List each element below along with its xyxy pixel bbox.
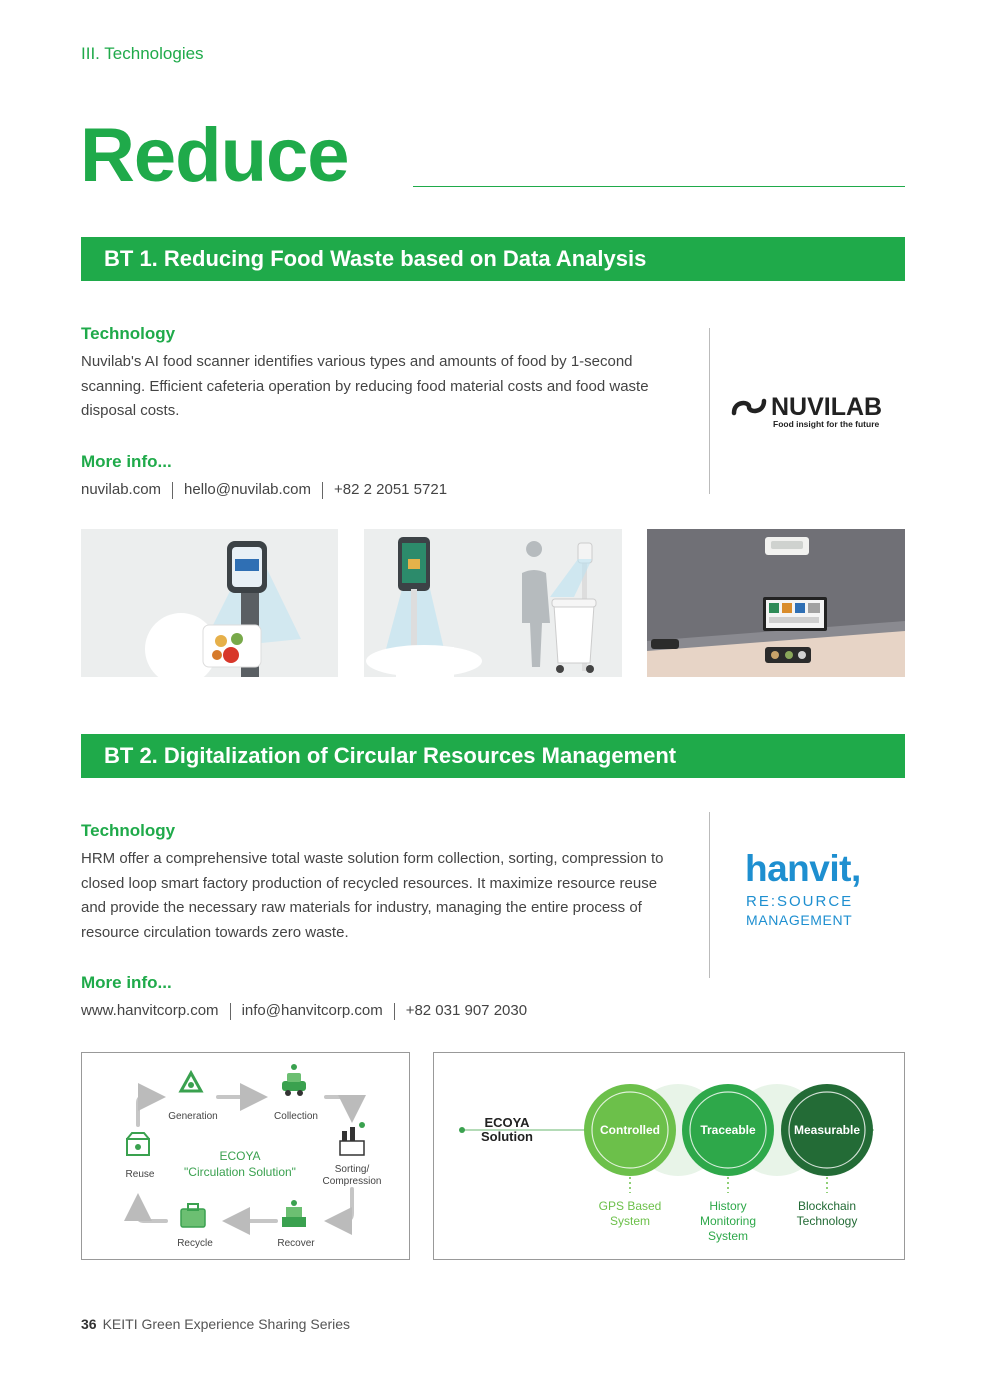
traceable-label: Traceable xyxy=(700,1123,756,1137)
history-desc-line1: History xyxy=(709,1199,747,1213)
gps-desc-line2: System xyxy=(609,1214,651,1228)
nuvilab-logo-tagline: Food insight for the future xyxy=(773,419,880,429)
nuvilab-logo-text: NUVILAB xyxy=(771,393,883,421)
hanvit-logo-text: hanvit, xyxy=(745,848,861,889)
bt1-more-info-label: More info... xyxy=(81,452,172,471)
bt1-email-link[interactable]: hello@nuvilab.com xyxy=(184,481,312,498)
recycle-label: Recycle xyxy=(177,1238,213,1249)
reuse-label: Reuse xyxy=(125,1169,155,1180)
sorting-label-line2: Compression xyxy=(322,1176,382,1187)
bt1-technology-text: Nuvilab's AI food scanner identifies various types and amounts of food by 1-second scanning. Efficient cafeteria operation by reducing food material costs and food waste disposal costs. xyxy=(81,353,649,419)
series-title: KEITI Green Experience Sharing Series xyxy=(102,1316,351,1332)
hanvit-logo-line3: MANAGEMENT xyxy=(746,912,853,928)
bt1-phone: +82 2 2051 5721 xyxy=(334,481,448,498)
controlled-label: Controlled xyxy=(600,1123,660,1137)
recycle-icon xyxy=(181,1204,205,1227)
ecoya-connectors xyxy=(630,1177,827,1193)
bt2-website-link[interactable]: www.hanvitcorp.com xyxy=(81,1002,219,1019)
collection-label: Collection xyxy=(274,1111,318,1122)
bt1-website-link[interactable]: nuvilab.com xyxy=(81,481,162,498)
hanvit-logo xyxy=(745,850,885,930)
cycle-center-line1: ECOYA xyxy=(219,1149,261,1163)
recover-icon xyxy=(282,1200,306,1227)
bt2-phone: +82 031 907 2030 xyxy=(405,1002,528,1019)
bt2-more-info-label: More info... xyxy=(81,973,172,992)
bt1-contact-line xyxy=(81,481,447,499)
bt2-heading: BT 2. Digitalization of Circular Resources Management xyxy=(81,734,905,778)
bt2-technology-text: HRM offer a comprehensive total waste solution form collection, sorting, compression to closed loop smart factory production of recycled resources. It maximize resource reuse and provide the necessary raw materials for industry, managing the entire process of resource circulation towards zero waste. xyxy=(81,850,664,941)
bt2-technology-label: Technology xyxy=(81,821,176,840)
gps-desc-line1: GPS Based xyxy=(598,1199,662,1213)
history-desc-line2: Monitoring xyxy=(699,1214,757,1228)
ecoya-label-line1: ECOYA xyxy=(484,1115,530,1130)
page-footer xyxy=(81,1316,350,1332)
nuvilab-logo-mark-icon xyxy=(731,395,771,419)
section-kicker: III. Technologies xyxy=(81,44,204,63)
blockchain-desc-line2: Technology xyxy=(796,1214,858,1228)
title-rule xyxy=(413,186,905,187)
photo-food-scanner-tray xyxy=(81,529,338,677)
bt1-heading: BT 1. Reducing Food Waste based on Data Analysis xyxy=(81,237,905,281)
generation-label: Generation xyxy=(168,1111,218,1122)
bt1-technology-label: Technology xyxy=(81,324,176,343)
generation-icon xyxy=(181,1073,201,1091)
blockchain-desc-line1: Blockchain xyxy=(797,1199,857,1213)
circulation-cycle-diagram xyxy=(81,1052,410,1260)
recover-label: Recover xyxy=(277,1238,315,1249)
bt2-divider xyxy=(709,812,710,978)
cycle-center-line2: "Circulation Solution" xyxy=(184,1165,296,1179)
page-title: Reduce xyxy=(80,113,349,198)
sorting-icon xyxy=(340,1122,365,1155)
bt2-contact-line xyxy=(81,1002,527,1020)
ecoya-solution-diagram xyxy=(433,1052,905,1260)
sorting-label-line1: Sorting/ xyxy=(334,1164,370,1175)
history-desc-line3: System xyxy=(707,1229,749,1243)
nuvilab-logo xyxy=(731,392,901,432)
photo-cafeteria-display xyxy=(647,529,905,677)
hanvit-logo-line2: RE:SOURCE xyxy=(746,893,854,910)
collection-icon xyxy=(282,1064,306,1096)
bt1-divider xyxy=(709,328,710,494)
photo-scanner-stations xyxy=(364,529,622,677)
measurable-label: Measurable xyxy=(793,1123,861,1137)
bt2-email-link[interactable]: info@hanvitcorp.com xyxy=(241,1002,383,1019)
ecoya-label-line2: Solution xyxy=(481,1129,533,1144)
reuse-icon xyxy=(127,1133,149,1155)
page-number: 36 xyxy=(81,1316,97,1332)
ecoya-axis-dot xyxy=(459,1127,465,1133)
